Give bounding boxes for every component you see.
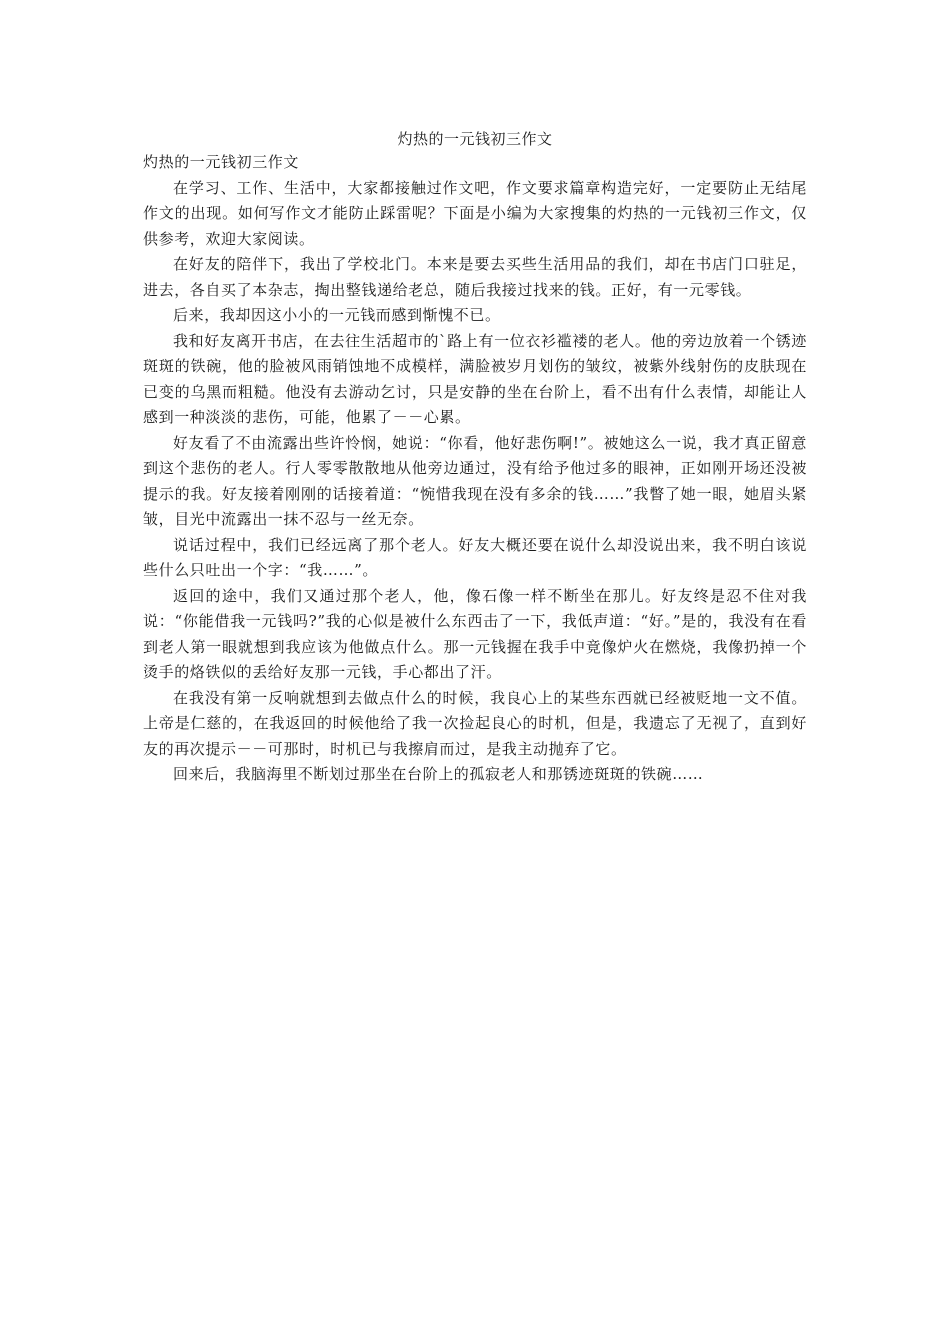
paragraph: 我和好友离开书店，在去往生活超市的`路上有一位衣衫褴褛的老人。他的旁边放着一个锈迹斑斑的铁碗，他的脸被风雨销蚀地不成模样，满脸被岁月划伤的皱纹，被紫外线射伤的皮肤现在已变的乌黑而粗糙。他没有去游动乞讨，只是安静的坐在台阶上，看不出有什么表情，却能让人感到一种淡淡的悲伤，可能，他累了－－心累。 — [143, 331, 807, 426]
paragraph: 后来，我却因这小小的一元钱而感到惭愧不已。 — [173, 306, 501, 324]
paragraph: 在学习、工作、生活中，大家都接触过作文吧，作文要求篇章构造完好，一定要防止无结尾作文的出现。如何写作文才能防止踩雷呢？下面是小编为大家搜集的灼热的一元钱初三作文，仅供参考，欢迎大家阅读。 — [143, 178, 807, 248]
paragraph: 回来后，我脑海里不断划过那坐在台阶上的孤寂老人和那锈迹斑斑的铁碗…… — [173, 765, 704, 783]
paragraph: 在我没有第一反响就想到去做点什么的时候，我良心上的某些东西就已经被贬地一文不值。上帝是仁慈的，在我返回的时候他给了我一次捡起良心的时机，但是，我遗忘了无视了，直到好友的再次提示－－可那时，时机已与我擦肩而过，是我主动抛弃了它。 — [143, 688, 807, 758]
document-subtitle: 灼热的一元钱初三作文 — [143, 153, 300, 171]
paragraph: 说话过程中，我们已经远离了那个老人。好友大概还要在说什么却没说出来，我不明白该说些什么只吐出一个字：“我……”。 — [143, 535, 807, 579]
document-body — [143, 150, 807, 788]
document-title: 灼热的一元钱初三作文 — [397, 130, 553, 148]
paragraph: 返回的途中，我们又通过那个老人，他，像石像一样不断坐在那儿。好友终是忍不住对我说：“你能借我一元钱吗?”我的心似是被什么东西击了一下，我低声道：“好。”是的，我没有在看到老人第一眼就想到我应该为他做点什么。那一元钱握在我手中竟像炉火在燃烧，我像扔掉一个烫手的烙铁似的丢给好友那一元钱，手心都出了汗。 — [143, 586, 807, 681]
paragraph: 好友看了不由流露出些许怜悯，她说：“你看，他好悲伤啊!”。被她这么一说，我才真正留意到这个悲伤的老人。行人零零散散地从他旁边通过，没有给予他过多的眼神，正如刚开场还没被提示的我。好友接着刚刚的话接着道：“惋惜我现在没有多余的钱……”我瞥了她一眼，她眉头紧皱，目光中流露出一抹不忍与一丝无奈。 — [143, 433, 807, 528]
paragraph: 在好友的陪伴下，我出了学校北门。本来是要去买些生活用品的我们，却在书店门口驻足，进去，各自买了本杂志，掏出整钱递给老总，随后我接过找来的钱。正好，有一元零钱。 — [143, 255, 807, 299]
